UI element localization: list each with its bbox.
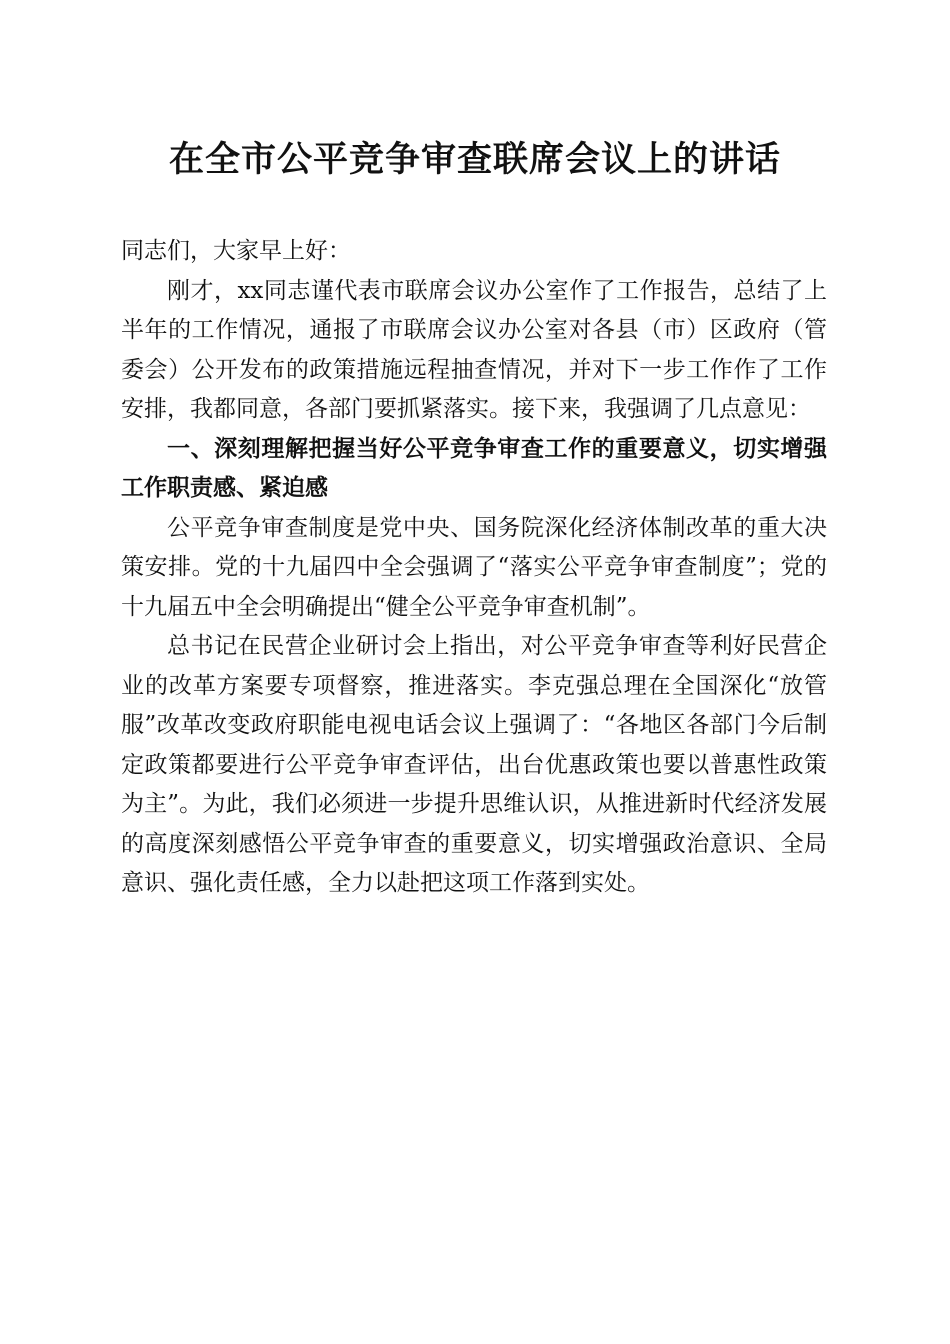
paragraph-system: 公平竞争审查制度是党中央、国务院深化经济体制改革的重大决策安排。党的十九届四中全会强调了“落实公平竞争审查制度”；党的十九届五中全会明确提出“健全公平竞争审查机制”。 <box>121 514 827 620</box>
document-body <box>121 232 827 904</box>
paragraph-intro: 刚才，xx同志谨代表市联席会议办公室作了工作报告，总结了上半年的工作情况，通报了市联席会议办公室对各县（市）区政府（管委会）公开发布的政策措施远程抽查情况，并对下一步工作作了工作安排，我都同意，各部门要抓紧落实。接下来，我强调了几点意见： <box>121 277 827 422</box>
section-heading-1: 一、深刻理解把握当好公平竞争审查工作的重要意义，切实增强工作职责感、紧迫感 <box>121 435 827 501</box>
greeting-line: 同志们，大家早上好： <box>121 238 351 264</box>
document-title: 在全市公平竞争审查联席会议上的讲话 <box>168 139 781 180</box>
paragraph-instructions: 总书记在民营企业研讨会上指出，对公平竞争审查等利好民营企业的改革方案要专项督察，推进落实。李克强总理在全国深化“放管服”改革改变政府职能电视电话会议上强调了：“各地区各部门今后制定政策都要进行公平竞争审查评估，出台优惠政策也要以普惠性政策为主”。为此，我们必须进一步提升思维认识，从推进新时代经济发展的高度深刻感悟公平竞争审查的重要意义，切实增强政治意识、全局意识、强化责任感，全力以赴把这项工作落到实处。 <box>121 633 827 896</box>
